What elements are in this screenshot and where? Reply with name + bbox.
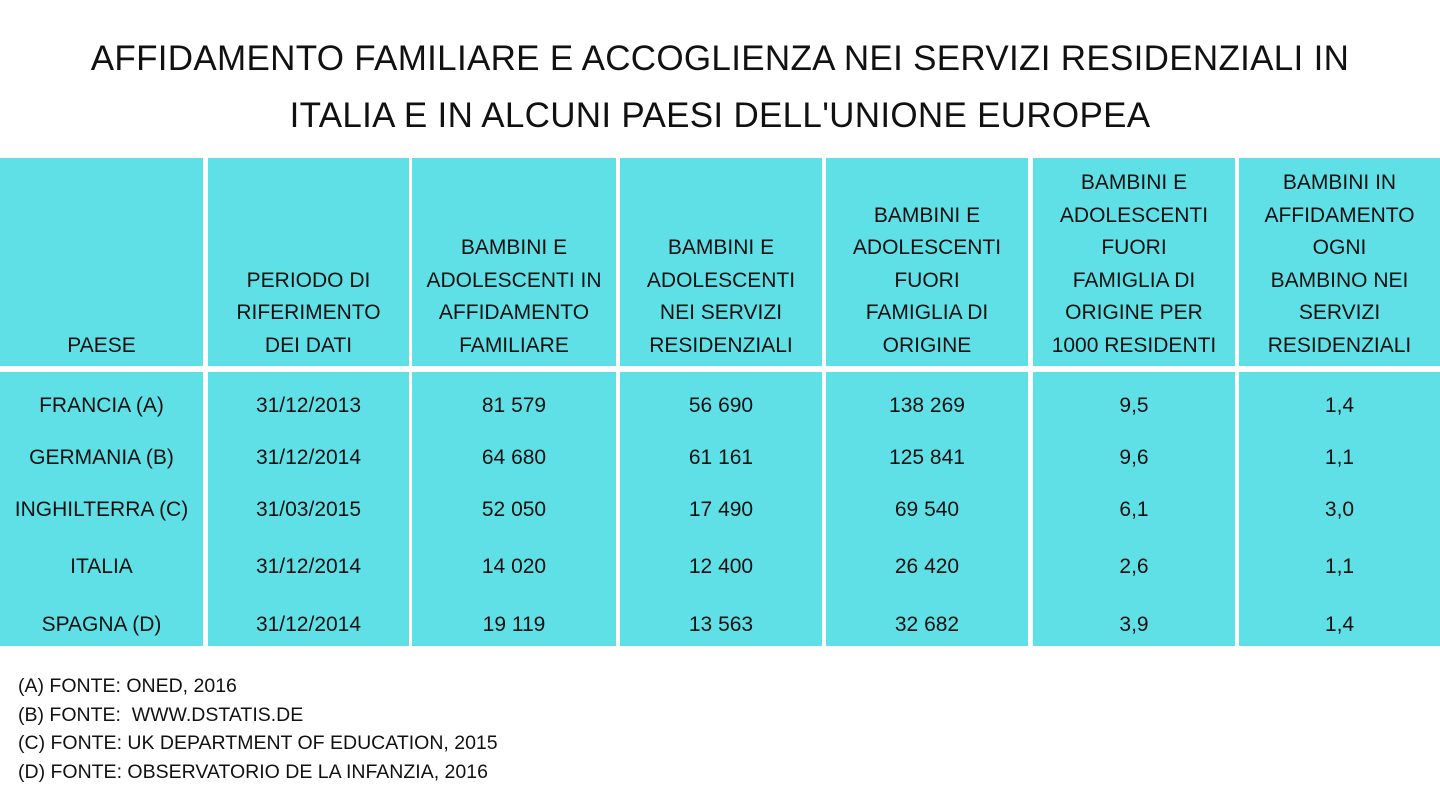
column-body bbox=[0, 372, 203, 646]
table-cell: 19 119 bbox=[482, 613, 546, 636]
table-cell: 3,0 bbox=[1324, 498, 1355, 521]
header-label: PERIODO DI RIFERIMENTO DEI DATI bbox=[236, 268, 381, 357]
table-cell: 2,6 bbox=[1119, 555, 1149, 578]
column-affidamento bbox=[412, 158, 616, 646]
table-cell: 52 050 bbox=[481, 498, 547, 521]
header-label: BAMBINI IN AFFIDAMENTO OGNI BAMBINO NEI SERVIZI RESIDENZIALI bbox=[1264, 171, 1415, 357]
table-cell: FRANCIA (A) bbox=[39, 394, 164, 417]
source-note: (B) FONTE: WWW.DSTATIS.DE bbox=[18, 703, 304, 726]
header-cell bbox=[412, 158, 616, 366]
table-cell: 138 269 bbox=[889, 394, 965, 417]
table-cell: 61 161 bbox=[688, 446, 754, 469]
column-body bbox=[1033, 372, 1235, 646]
source-notes bbox=[18, 672, 498, 786]
column-rapporto bbox=[1239, 158, 1440, 646]
table-cell: 125 841 bbox=[889, 446, 965, 469]
header-cell bbox=[1239, 158, 1440, 366]
table-cell: 13 563 bbox=[688, 613, 754, 636]
table-cell: 1,1 bbox=[1324, 555, 1355, 578]
title-line: ITALIA E IN ALCUNI PAESI DELL'UNIONE EUROPEA bbox=[289, 96, 1151, 135]
table-cell: 6,1 bbox=[1119, 498, 1149, 521]
header-cell bbox=[620, 158, 822, 366]
header-label: BAMBINI E ADOLESCENTI FUORI FAMIGLIA DI ORIGINE PER 1000 RESIDENTI bbox=[1051, 171, 1217, 357]
chart-title bbox=[0, 30, 1440, 144]
header-cell bbox=[208, 158, 409, 366]
source-note: (C) FONTE: UK DEPARTMENT OF EDUCATION, 2015 bbox=[18, 732, 498, 754]
table-cell: 1,4 bbox=[1324, 394, 1355, 417]
column-body bbox=[412, 372, 616, 646]
table-cell: 64 680 bbox=[481, 446, 547, 469]
table-cell: 32 682 bbox=[894, 613, 960, 636]
table-cell: 3,9 bbox=[1119, 613, 1149, 636]
table-cell: 17 490 bbox=[688, 498, 754, 521]
column-paese bbox=[0, 158, 203, 646]
header-cell bbox=[1033, 158, 1235, 366]
table-cell: 31/12/2014 bbox=[255, 555, 362, 578]
table-cell: 14 020 bbox=[481, 555, 547, 578]
column-body bbox=[208, 372, 409, 646]
table-cell: GERMANIA (B) bbox=[29, 446, 174, 469]
title-line: AFFIDAMENTO FAMILIARE E ACCOGLIENZA NEI SERVIZI RESIDENZIALI IN bbox=[90, 39, 1350, 78]
table-cell: 12 400 bbox=[688, 555, 754, 578]
source-note: (D) FONTE: OBSERVATORIO DE LA INFANZIA, 2016 bbox=[18, 760, 488, 783]
header-cell bbox=[0, 158, 203, 366]
header-label: PAESE bbox=[67, 333, 136, 357]
table-cell: INGHILTERRA (C) bbox=[14, 498, 189, 521]
source-note: (A) FONTE: ONED, 2016 bbox=[18, 675, 237, 697]
table-cell: 9,5 bbox=[1119, 394, 1149, 417]
column-body bbox=[826, 372, 1028, 646]
column-fuori-famiglia bbox=[826, 158, 1028, 646]
table-cell: 31/12/2014 bbox=[255, 446, 362, 469]
table-cell: SPAGNA (D) bbox=[41, 613, 162, 636]
column-body bbox=[1239, 372, 1440, 646]
data-table bbox=[0, 158, 1440, 646]
column-per-1000 bbox=[1033, 158, 1235, 646]
table-cell: 1,1 bbox=[1324, 446, 1355, 469]
header-label: BAMBINI E ADOLESCENTI IN AFFIDAMENTO FAMILIARE bbox=[426, 236, 602, 357]
header-label: BAMBINI E ADOLESCENTI FUORI FAMIGLIA DI ORIGINE bbox=[852, 203, 1002, 357]
header-cell bbox=[826, 158, 1028, 366]
table-cell: 31/03/2015 bbox=[255, 498, 362, 521]
table-cell: 31/12/2014 bbox=[255, 613, 362, 636]
table-cell: 31/12/2013 bbox=[255, 394, 362, 417]
table-cell: 1,4 bbox=[1324, 613, 1355, 636]
column-residenziali bbox=[620, 158, 822, 646]
table-cell: 56 690 bbox=[688, 394, 754, 417]
column-body bbox=[620, 372, 822, 646]
table-cell: 81 579 bbox=[481, 394, 547, 417]
header-label: BAMBINI E ADOLESCENTI NEI SERVIZI RESIDENZIALI bbox=[646, 236, 796, 357]
column-periodo bbox=[208, 158, 409, 646]
table-cell: 9,6 bbox=[1119, 446, 1149, 469]
table-cell: 26 420 bbox=[894, 555, 960, 578]
table-cell: 69 540 bbox=[894, 498, 960, 521]
table-cell: ITALIA bbox=[70, 555, 133, 578]
